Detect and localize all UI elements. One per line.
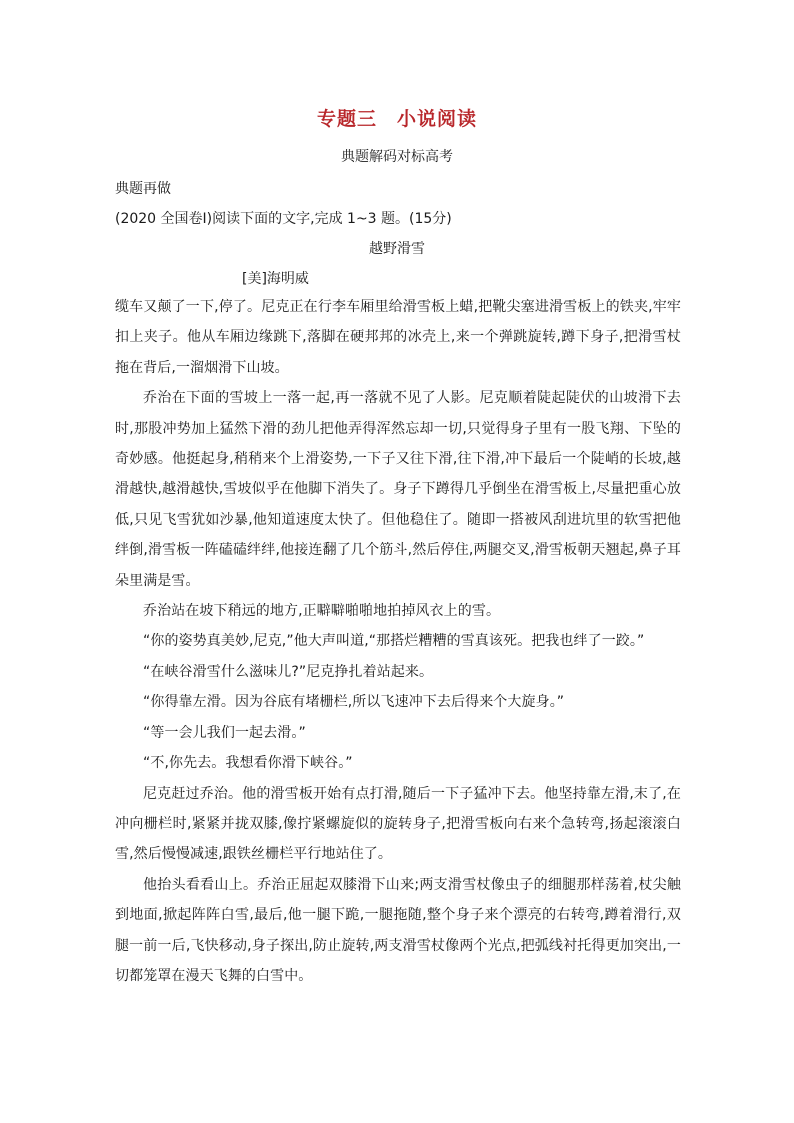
story-paragraph: “不,你先去。我想看你滑下峡谷。”	[143, 755, 353, 772]
story-title: 越野滑雪	[369, 241, 425, 257]
story-paragraph: “你得靠左滑。因为谷底有堵栅栏,所以飞速冲下去后得来个大旋身。”	[143, 694, 565, 711]
page-title: 专题三 小说阅读	[316, 108, 477, 130]
story-paragraph: 尼克赶过乔治。他的滑雪板开始有点打滑,随后一下子猛冲下去。他坚持靠左滑,末了,在冲向栅栏时,紧紧并拢双膝,像拧紧螺旋似的旋转身子,把滑雪板向右来个急转弯,扬起滚滚白雪,然后慢慢减速,跟铁丝栅栏平行地站住了。	[115, 785, 681, 863]
story-body	[115, 292, 681, 991]
story-paragraph: “你的姿势真美妙,尼克,”他大声叫道,“那搭烂糟糟的雪真该死。把我也绊了一跤。”	[143, 633, 645, 650]
story-paragraph: “等一会儿我们一起去滑。”	[143, 724, 306, 741]
story-paragraph: 乔治在下面的雪坡上一落一起,再一落就不见了人影。尼克顺着陡起陡伏的山坡滑下去时,那股冲势加上猛然下滑的劲儿把他弄得浑然忘却一切,只觉得身子里有一股飞翔、下坠的奇妙感。他挺起身,稍稍来个上滑姿势,一下子又往下滑,往下滑,冲下最后一个陡峭的长坡,越滑越快,越滑越快,雪坡似乎在他脚下消失了。身子下蹲得几乎倒坐在滑雪板上,尽量把重心放低,只见飞雪犹如沙暴,他知道速度太快了。但他稳住了。随即一搭被风刮进坑里的软雪把他绊倒,滑雪板一阵磕磕绊绊,他接连翻了几个筋斗,然后停住,两腿交叉,滑雪板朝天翘起,鼻子耳朵里满是雪。	[115, 390, 681, 589]
story-paragraph: 缆车又颠了一下,停了。尼克正在行李车厢里给滑雪板上蜡,把靴尖塞进滑雪板上的铁夹,牢牢扣上夹子。他从车厢边缘跳下,落脚在硬邦邦的冰壳上,来一个弹跳旋转,蹲下身子,把滑雪杖拖在背后,一溜烟滑下山坡。	[115, 299, 681, 376]
story-paragraph: 他抬头看看山上。乔治正屈起双膝滑下山来;两支滑雪杖像虫子的细腿那样荡着,杖尖触到地面,掀起阵阵白雪,最后,他一腿下跪,一腿拖随,整个身子来个漂亮的右转弯,蹲着滑行,双腿一前一后,飞快移动,身子探出,防止旋转,两支滑雪杖像两个光点,把弧线衬托得更加突出,一切都笼罩在漫天飞舞的白雪中。	[115, 876, 681, 984]
story-paragraph: 乔治站在坡下稍远的地方,正噼噼啪啪地拍掉风衣上的雪。	[143, 603, 501, 620]
section-label: 典题再做	[115, 181, 171, 197]
story-paragraph: “在峡谷滑雪什么滋味儿?”尼克挣扎着站起来。	[143, 663, 434, 680]
story-author: [美]海明威	[242, 271, 309, 287]
page-subtitle: 典题解码对标高考	[341, 149, 453, 165]
question-instruction: (2020 全国卷Ⅰ)阅读下面的文字,完成 1~3 题。(15分)	[115, 211, 452, 227]
